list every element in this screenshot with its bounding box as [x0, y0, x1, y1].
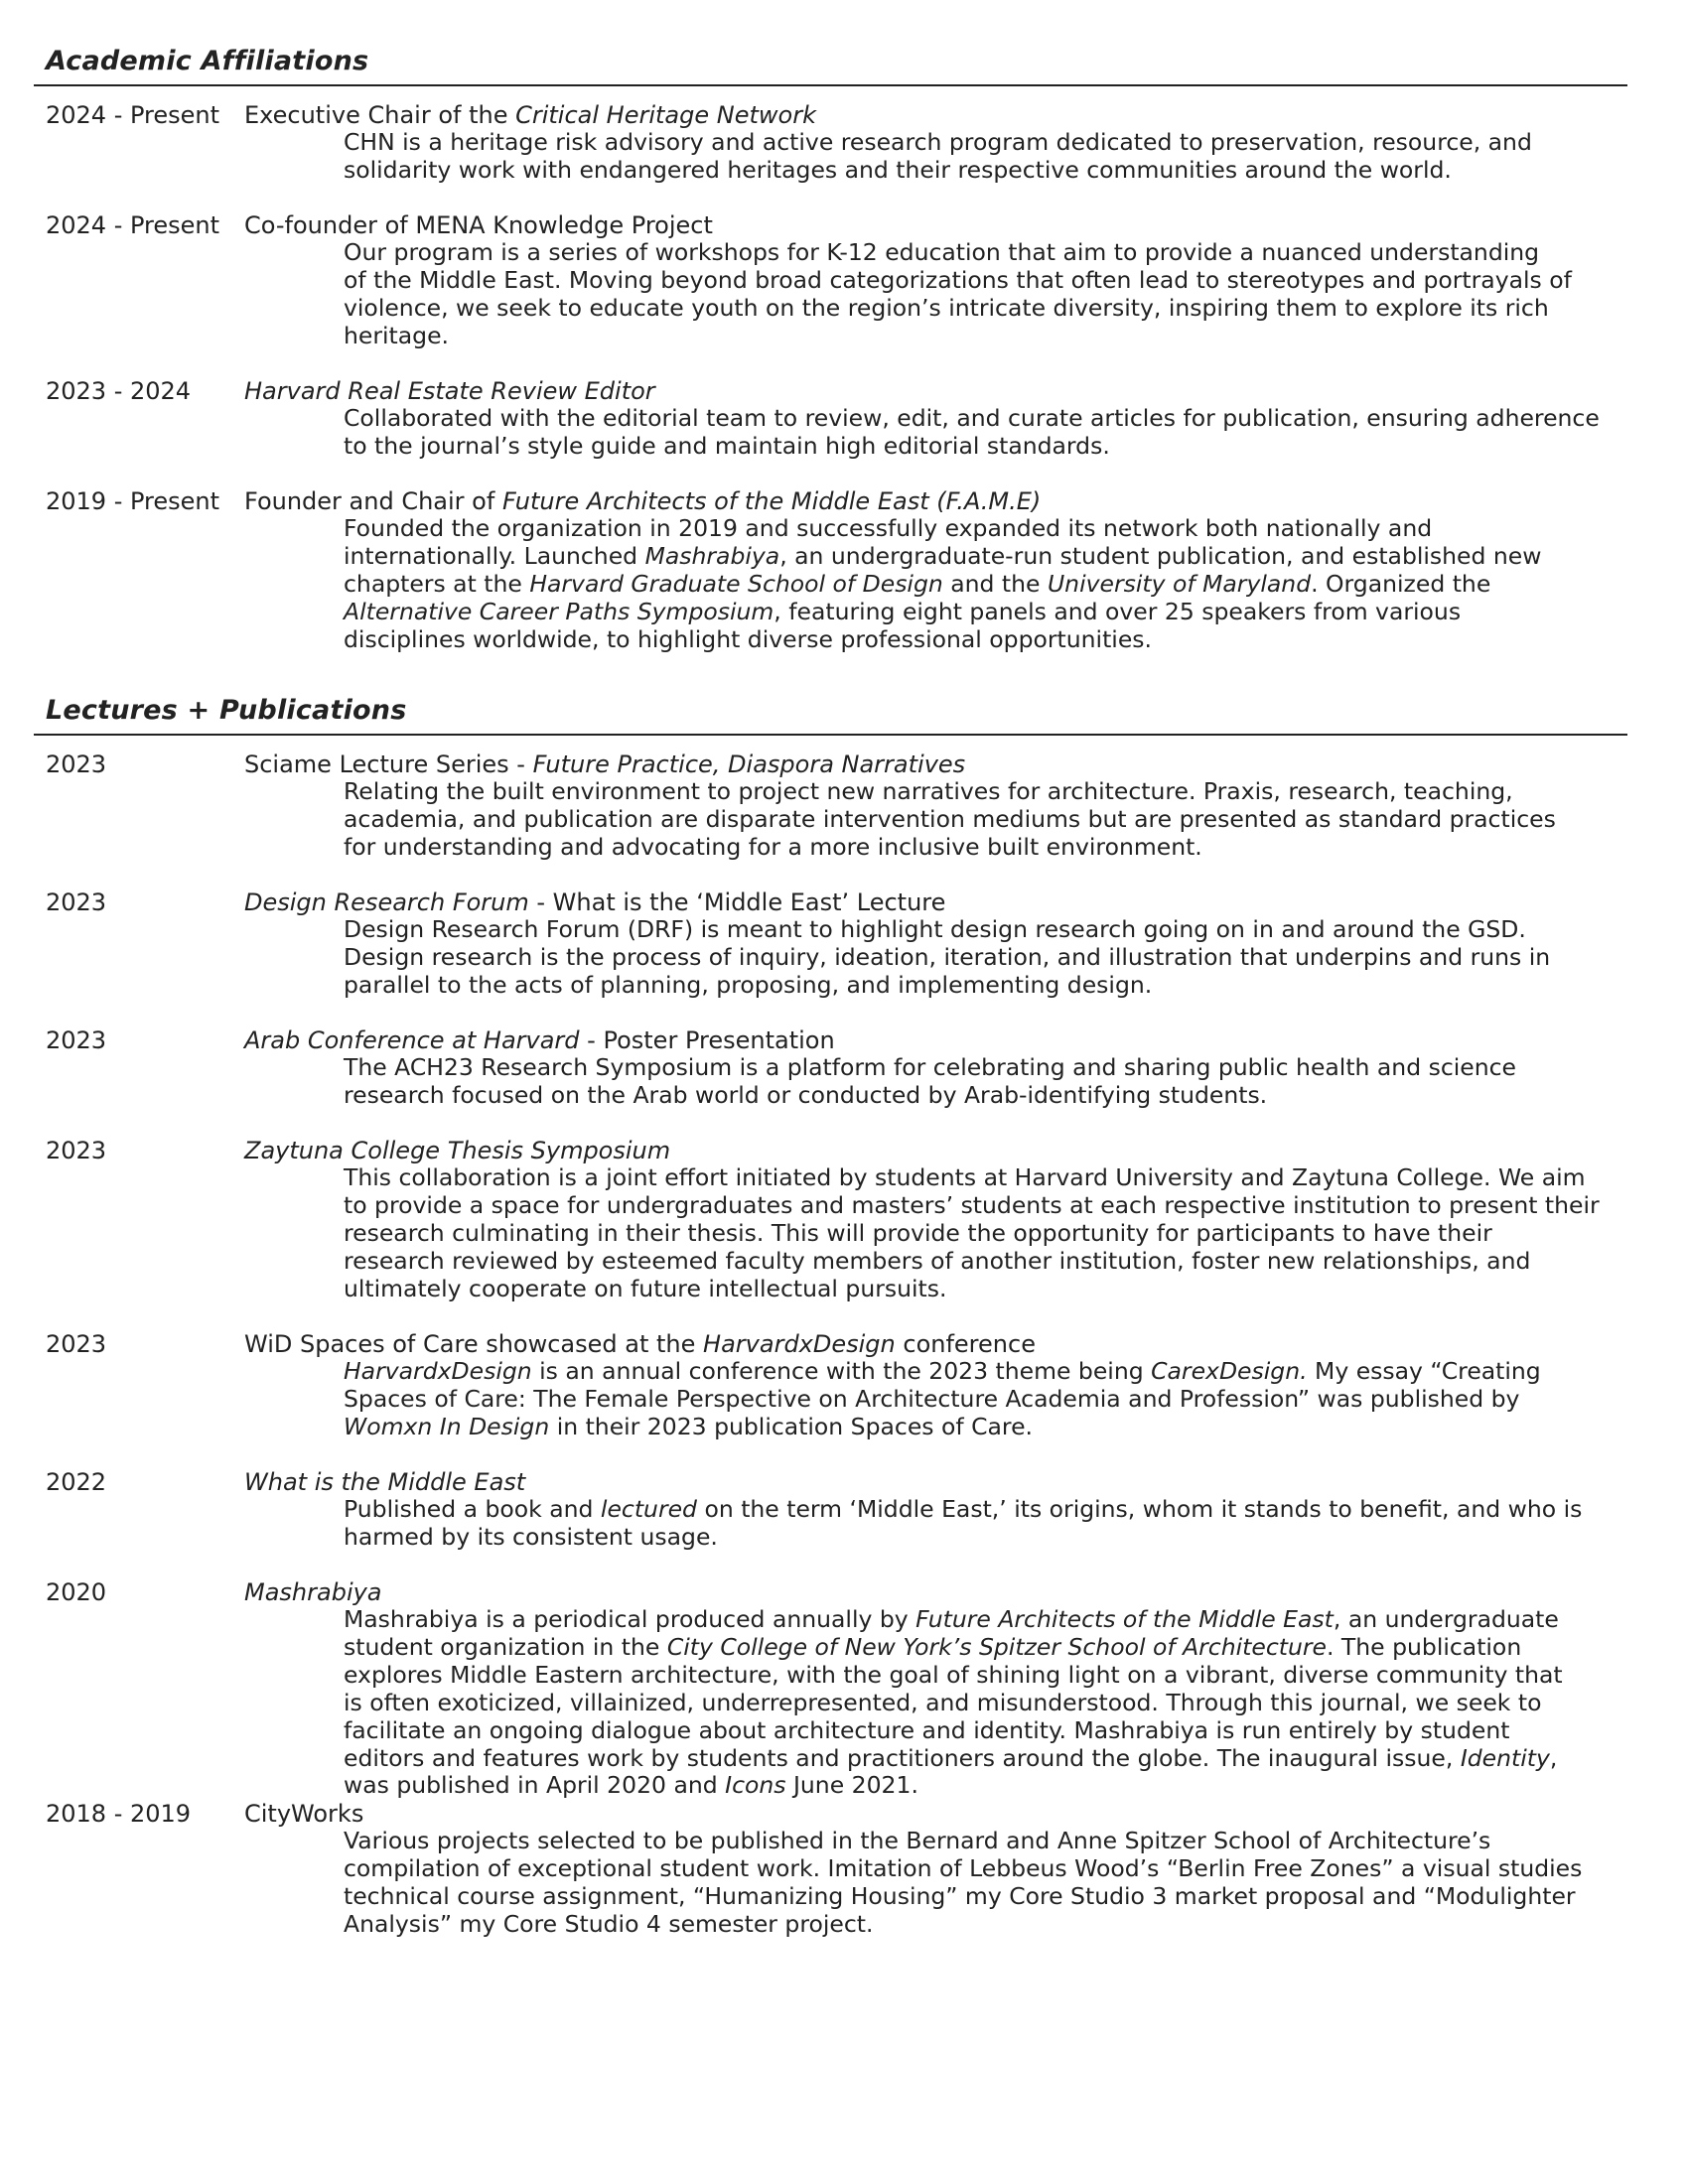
section-divider — [34, 734, 1627, 736]
entry-date: 2023 — [46, 888, 107, 916]
entry-title: Sciame Lecture Series - Future Practice, Diaspora Narratives — [244, 751, 966, 778]
entry-title: Mashrabiya — [244, 1578, 382, 1606]
entry-date: 2020 — [46, 1578, 107, 1606]
entry-date: 2023 — [46, 1330, 107, 1358]
entry-description: This collaboration is a joint effort initiated by students at Harvard University and Zaytuna College. We aim to provide a space for undergraduates and masters’ students at each respective institution to present their research culminating in their thesis. This will provide the opportunity for participants to have their research reviewed by esteemed faculty members of another institution, foster new relationships, and ultimately cooperate on future intellectual pursuits. — [344, 1163, 1600, 1302]
entry-date: 2019 - Present — [46, 487, 220, 515]
entry-date: 2023 — [46, 1137, 107, 1164]
section-heading-academic-affiliations: Academic Affiliations — [46, 46, 369, 76]
entry-date: 2022 — [46, 1468, 107, 1496]
entry-description: Relating the built environment to project new narratives for architecture. Praxis, research, teaching, academia, and publication are disparate intervention mediums but are presented as standard practices for understanding and advocating for a more inclusive built environment. — [344, 777, 1556, 861]
entry-date: 2023 — [46, 1026, 107, 1054]
entry-title: WiD Spaces of Care showcased at the HarvardxDesign conference — [244, 1330, 1036, 1358]
entry-title: Co-founder of MENA Knowledge Project — [244, 211, 713, 239]
entry-description: Collaborated with the editorial team to review, edit, and curate articles for publication, ensuring adherence to the journal’s style guide and maintain high editorial standards. — [344, 404, 1600, 460]
entry-description: The ACH23 Research Symposium is a platform for celebrating and sharing public health and science research focused on the Arab world or conducted by Arab-identifying students. — [344, 1053, 1517, 1109]
entry-date: 2023 - 2024 — [46, 377, 192, 405]
entry-date: 2024 - Present — [46, 211, 220, 239]
entry-title: Arab Conference at Harvard - Poster Presentation — [244, 1026, 835, 1054]
entry-description: Our program is a series of workshops for K-12 education that aim to provide a nuanced understanding of the Middle East. Moving beyond broad categorizations that often lead to stereotypes and portrayals of violence, we seek to educate youth on the region’s intricate diversity, inspiring them to explore its rich heritage. — [344, 238, 1572, 349]
entry-date: 2018 - 2019 — [46, 1800, 192, 1828]
entry-description: Founded the organization in 2019 and successfully expanded its network both nationally and internationally. Launched Mashrabiya, an undergraduate-run student publication, and established new chapters at the Harvard Graduate School of Design and the University of Maryland. Organized the Alternative Career Paths Symposium, featuring eight panels and over 25 speakers from various disciplines worldwide, to highlight diverse professional opportunities. — [344, 514, 1542, 653]
entry-date: 2023 — [46, 751, 107, 778]
entry-title: What is the Middle East — [244, 1468, 526, 1496]
entry-description: Mashrabiya is a periodical produced annually by Future Architects of the Middle East, an undergraduate student organization in the City College of New York’s Spitzer School of Architecture. The publication explores Middle Eastern architecture, with the goal of shining light on a vibrant, diverse community that is often exoticized, villainized, underrepresented, and misunderstood. Through this journal, we seek to facilitate an ongoing dialogue about architecture and identity. Mashrabiya is run entirely by student editors and features work by students and practitioners around the globe. The inaugural issue, Identity, was published in April 2020 and Icons June 2021. — [344, 1605, 1563, 1800]
entry-title: Harvard Real Estate Review Editor — [244, 377, 655, 405]
entry-description: Published a book and lectured on the term ‘Middle East,’ its origins, whom it stands to benefit, and who is harmed by its consistent usage. — [344, 1495, 1583, 1551]
entry-title: Founder and Chair of Future Architects of the Middle East (F.A.M.E) — [244, 487, 1042, 515]
entry-title: CityWorks — [244, 1800, 364, 1828]
section-divider — [34, 84, 1627, 86]
entry-description: HarvardxDesign is an annual conference with the 2023 theme being CarexDesign. My essay “Creating Spaces of Care: The Female Perspective on Architecture Academia and Profession” was published by Womxn In Design in their 2023 publication Spaces of Care. — [344, 1357, 1541, 1440]
entry-description: Design Research Forum (DRF) is meant to highlight design research going on in and around the GSD. Design research is the process of inquiry, ideation, iteration, and illustration that underpins and runs in parallel to the acts of planning, proposing, and implementing design. — [344, 915, 1551, 999]
section-heading-lectures-publications: Lectures + Publications — [46, 695, 407, 726]
entry-title: Zaytuna College Thesis Symposium — [244, 1137, 671, 1164]
entry-title: Design Research Forum - What is the ‘Middle East’ Lecture — [244, 888, 946, 916]
entry-title: Executive Chair of the Critical Heritage Network — [244, 101, 816, 129]
entry-description: Various projects selected to be published in the Bernard and Anne Spitzer School of Architecture’s compilation of exceptional student work. Imitation of Lebbeus Wood’s “Berlin Free Zones” a visual studies technical course assignment, “Humanizing Housing” my Core Studio 3 market proposal and “Modulighter Analysis” my Core Studio 4 semester project. — [344, 1827, 1583, 1938]
entry-description: CHN is a heritage risk advisory and active research program dedicated to preservation, resource, and solidarity work with endangered heritages and their respective communities around the world. — [344, 128, 1532, 184]
entry-date: 2024 - Present — [46, 101, 220, 129]
